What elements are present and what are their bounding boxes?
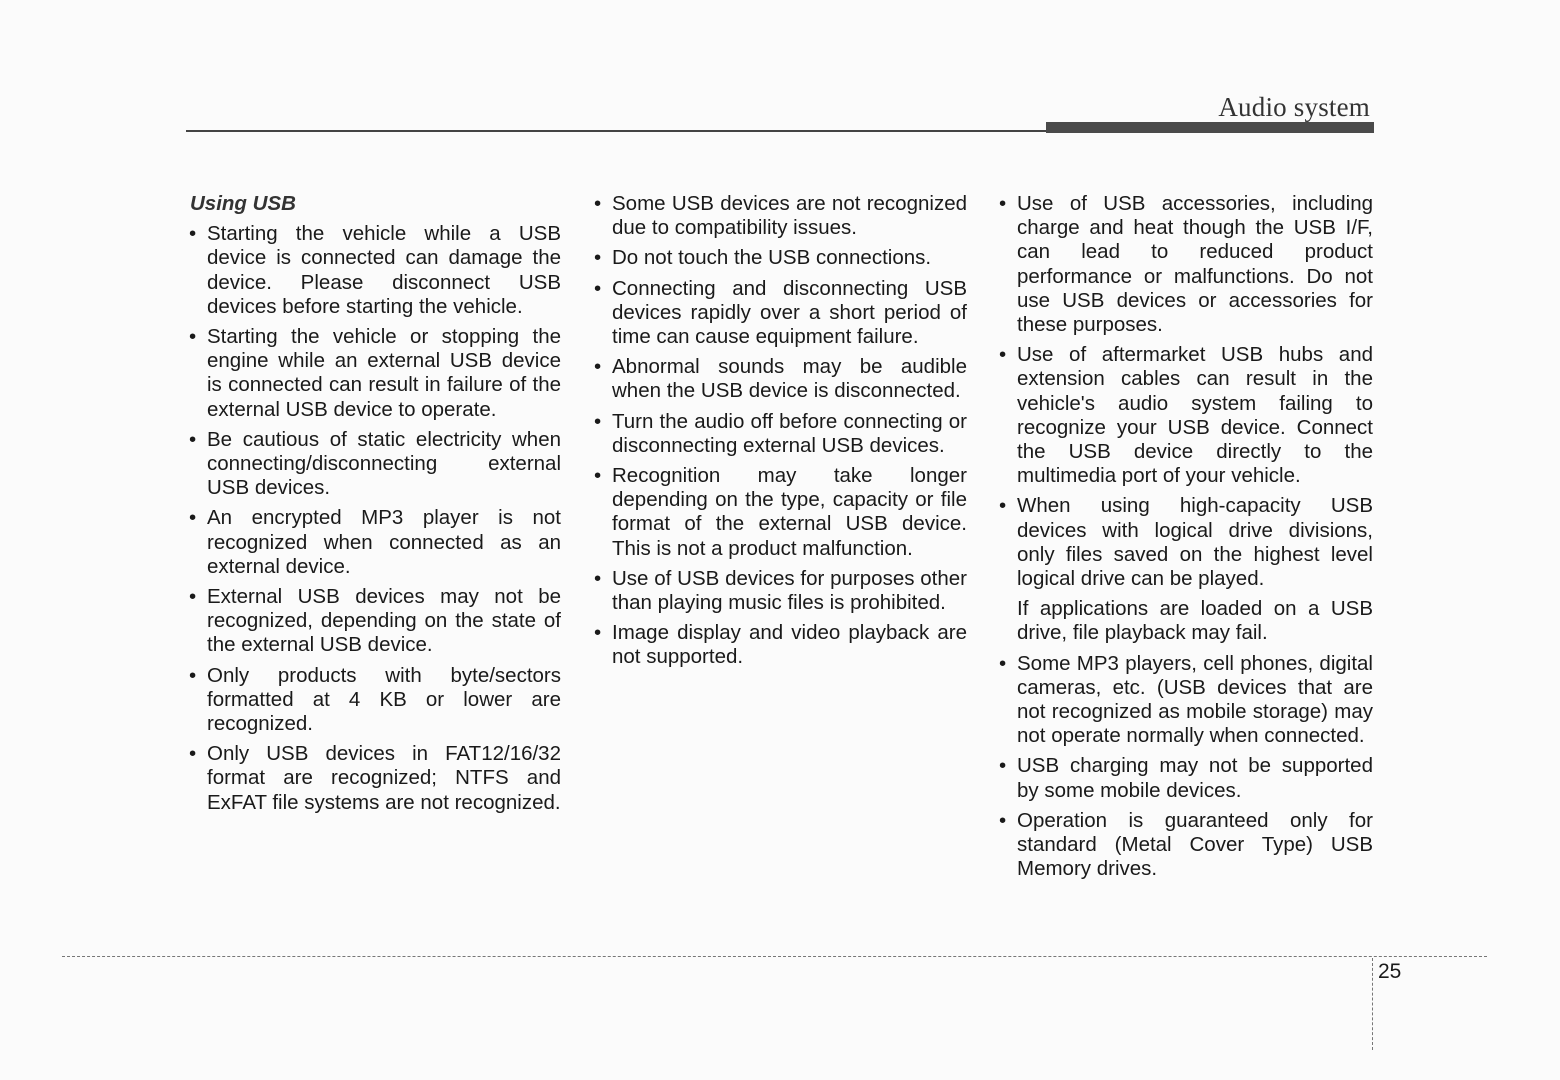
list-item: • Use of USB devices for purposes other than playing music files is prohibited.	[593, 567, 967, 615]
list-item: • Connecting and disconnecting USB devices rapidly over a short period of time can cause equipment failure.	[593, 277, 967, 350]
list-item: • Some USB devices are not recognized due to compatibility issues.	[593, 192, 967, 240]
list-item: • An encrypted MP3 player is not recognized when connected as an external device.	[188, 506, 561, 579]
list-item: • Use of USB accessories, including charge and heat though the USB I/F, can lead to reduced product performance or malfunctions. Do not use USB devices or accessories for these purposes.	[998, 192, 1373, 337]
note-paragraph: If applications are loaded on a USB drive, file playback may fail.	[1017, 597, 1373, 645]
header-accent-bar	[1046, 122, 1374, 133]
bullet-list-column-3b	[998, 652, 1373, 882]
list-item: • Only USB devices in FAT12/16/32 format are recognized; NTFS and ExFAT file systems are not recognized.	[188, 742, 561, 815]
list-item: • Recognition may take longer depending on the type, capacity or file format of the external USB device. This is not a product malfunction.	[593, 464, 967, 561]
list-item: • Abnormal sounds may be audible when the USB device is disconnected.	[593, 355, 967, 403]
list-item: • Starting the vehicle or stopping the engine while an external USB device is connected can result in failure of the external USB device to operate.	[188, 325, 561, 422]
bullet-list-column-1	[188, 222, 561, 815]
footer-vertical-divider	[1372, 958, 1373, 1050]
list-item: • Use of aftermarket USB hubs and extension cables can result in the vehicle's audio system failing to recognize your USB device. Connect the USB device directly to the multimedia port of your vehicle.	[998, 343, 1373, 488]
footer-dashed-divider	[62, 956, 1487, 957]
page-number: 25	[1378, 960, 1402, 983]
list-item: • Some MP3 players, cell phones, digital cameras, etc. (USB devices that are not recognized as mobile storage) may not operate normally when connected.	[998, 652, 1373, 749]
list-item: • Starting the vehicle while a USB device is connected can damage the device. Please disconnect USB devices before starting the vehicle.	[188, 222, 561, 319]
list-item: • Be cautious of static electricity when connecting/disconnecting external USB devices.	[188, 428, 561, 501]
text-column-2	[593, 192, 967, 676]
list-item: • When using high-capacity USB devices with logical drive divisions, only files saved on the highest level logical drive can be played.	[998, 494, 1373, 591]
list-item: • Only products with byte/sectors formatted at 4 KB or lower are recognized.	[188, 664, 561, 737]
bullet-list-column-3a	[998, 192, 1373, 591]
list-item: • Turn the audio off before connecting or disconnecting external USB devices.	[593, 410, 967, 458]
bullet-list-column-2	[593, 192, 967, 670]
text-column-3	[998, 192, 1373, 887]
list-item: • Do not touch the USB connections.	[593, 246, 967, 270]
page-header-title: Audio system	[1218, 92, 1370, 122]
list-item: • External USB devices may not be recognized, depending on the state of the external USB device.	[188, 585, 561, 658]
list-item: • Operation is guaranteed only for standard (Metal Cover Type) USB Memory drives.	[998, 809, 1373, 882]
list-item: • Image display and video playback are not supported.	[593, 621, 967, 669]
list-item: • USB charging may not be supported by some mobile devices.	[998, 754, 1373, 802]
section-heading: Using USB	[190, 192, 296, 215]
text-column-1	[188, 192, 561, 821]
